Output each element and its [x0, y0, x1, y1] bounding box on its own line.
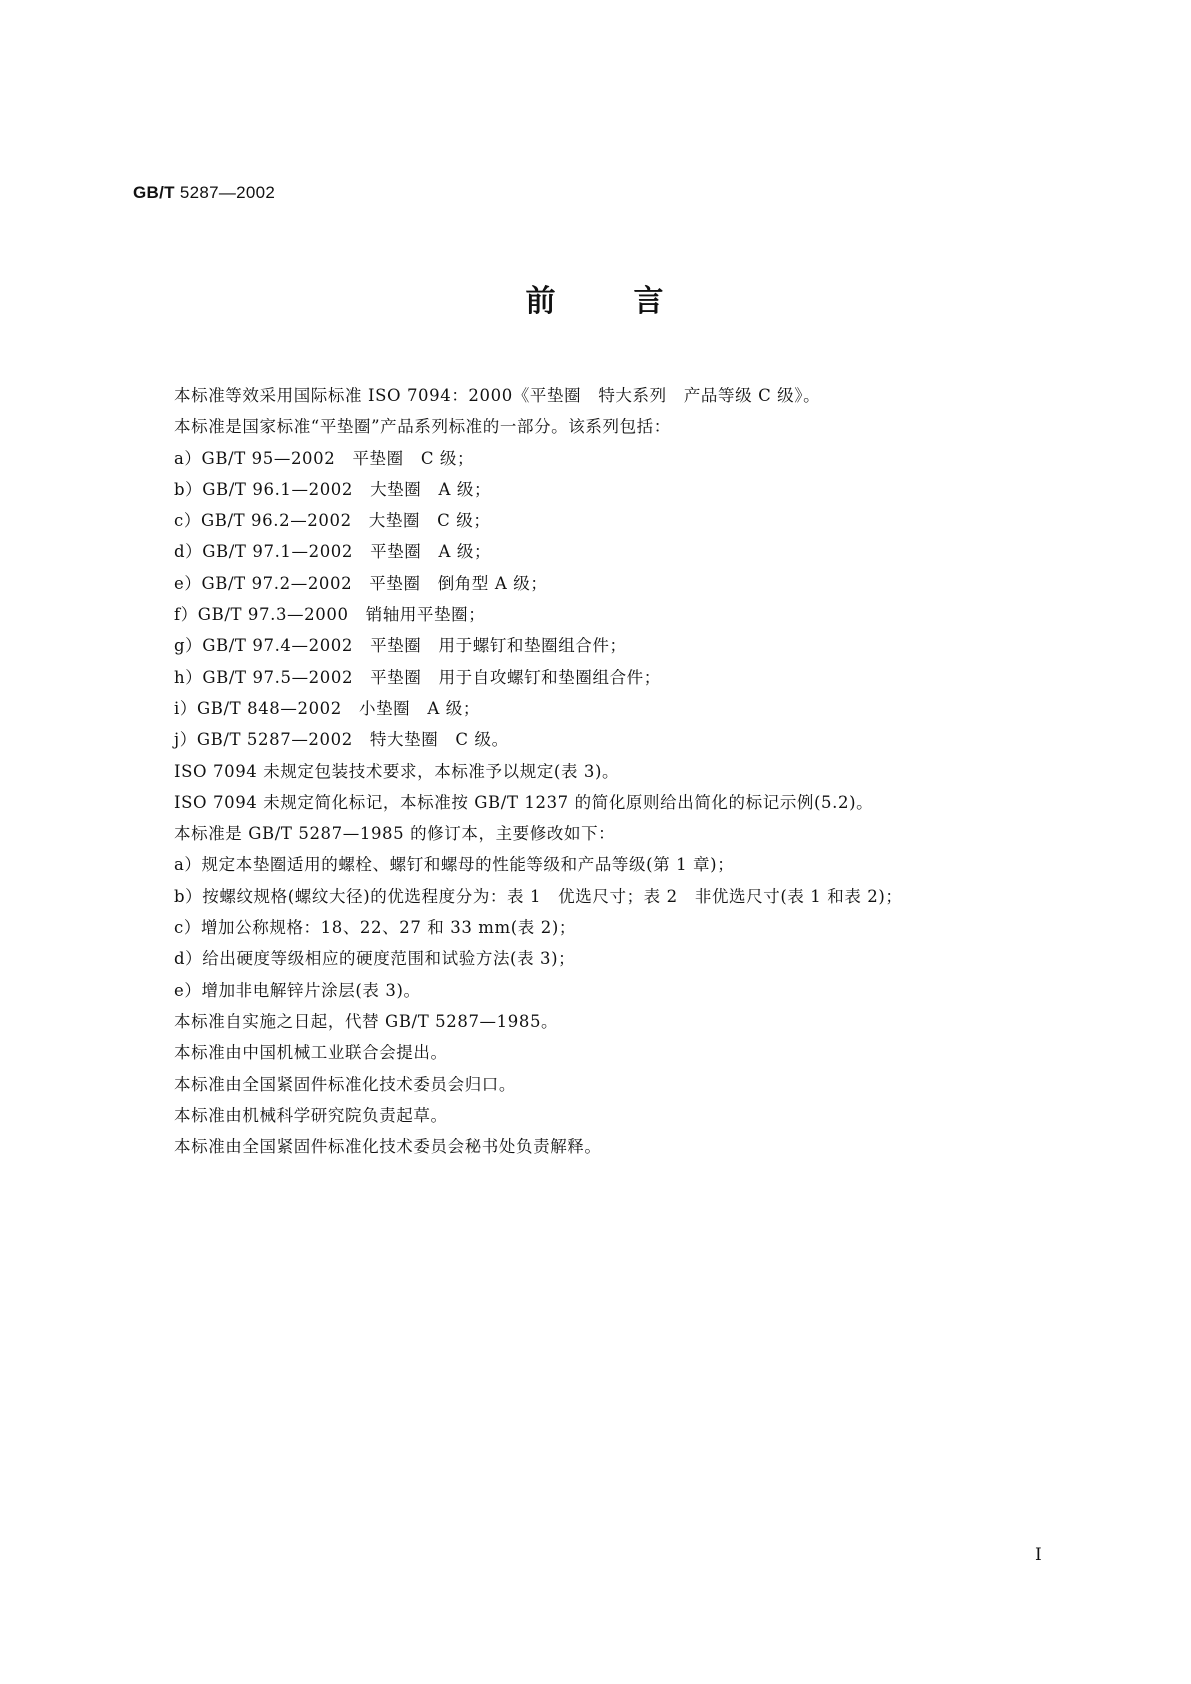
- paragraph-line: 本标准由中国机械工业联合会提出。: [174, 1043, 448, 1063]
- list-item: b）GB/T 96.1—2002 大垫圈 A 级；: [174, 479, 492, 499]
- paragraph-line: 本标准是国家标准“平垫圈”产品系列标准的一部分。该系列包括：: [174, 417, 671, 437]
- paragraph-line: ISO 7094 未规定包装技术要求，本标准予以规定(表 3)。: [174, 761, 620, 781]
- list-item: a）规定本垫圈适用的螺栓、螺钉和螺母的性能等级和产品等级(第 1 章)；: [174, 855, 735, 875]
- list-item: b）按螺纹规格(螺纹大径)的优选程度分为：表 1 优选尺寸；表 2 非优选尺寸(表 1 和表 2)；: [174, 886, 903, 906]
- paragraph-line: ISO 7094 未规定简化标记，本标准按 GB/T 1237 的简化原则给出简化的标记示例(5.2)。: [174, 792, 874, 812]
- list-item: d）给出硬度等级相应的硬度范围和试验方法(表 3)；: [174, 949, 576, 969]
- list-item: d）GB/T 97.1—2002 平垫圈 A 级；: [174, 542, 492, 562]
- list-item: g）GB/T 97.4—2002 平垫圈 用于螺钉和垫圈组合件；: [174, 636, 627, 656]
- page-number: I: [1035, 1545, 1042, 1565]
- page-title: [0, 276, 1191, 320]
- list-item: a）GB/T 95—2002 平垫圈 C 级；: [174, 448, 475, 468]
- list-item: c）GB/T 96.2—2002 大垫圈 C 级；: [174, 511, 491, 531]
- preface-body: [174, 380, 1074, 1162]
- paragraph-line: 本标准等效采用国际标准 ISO 7094：2000《平垫圈 特大系列 产品等级 C 级》。: [174, 386, 821, 405]
- paragraph-line: 本标准由全国紧固件标准化技术委员会秘书处负责解释。: [174, 1137, 602, 1157]
- list-item: j）GB/T 5287—2002 特大垫圈 C 级。: [174, 730, 509, 750]
- list-item: e）GB/T 97.2—2002 平垫圈 倒角型 A 级；: [174, 573, 548, 593]
- standard-code: [133, 183, 275, 203]
- list-item: f）GB/T 97.3—2000 销轴用平垫圈；: [174, 605, 486, 625]
- list-item: e）增加非电解锌片涂层(表 3)。: [174, 980, 421, 1000]
- list-item: c）增加公称规格：18、22、27 和 33 mm(表 2)；: [174, 918, 576, 938]
- list-item: h）GB/T 97.5—2002 平垫圈 用于自攻螺钉和垫圈组合件；: [174, 667, 661, 687]
- paragraph-line: 本标准由机械科学研究院负责起草。: [174, 1105, 448, 1125]
- paragraph-line: 本标准由全国紧固件标准化技术委员会归口。: [174, 1074, 516, 1094]
- paragraph-line: 本标准是 GB/T 5287—1985 的修订本，主要修改如下：: [174, 824, 616, 844]
- standard-code-number: 5287—2002: [179, 183, 276, 202]
- title-part-2: 言: [633, 284, 666, 319]
- paragraph-line: 本标准自实施之日起，代替 GB/T 5287—1985。: [174, 1011, 559, 1031]
- list-item: i）GB/T 848—2002 小垫圈 A 级；: [174, 698, 480, 718]
- title-part-1: 前: [525, 284, 558, 319]
- standard-code-prefix: GB/T: [133, 183, 175, 202]
